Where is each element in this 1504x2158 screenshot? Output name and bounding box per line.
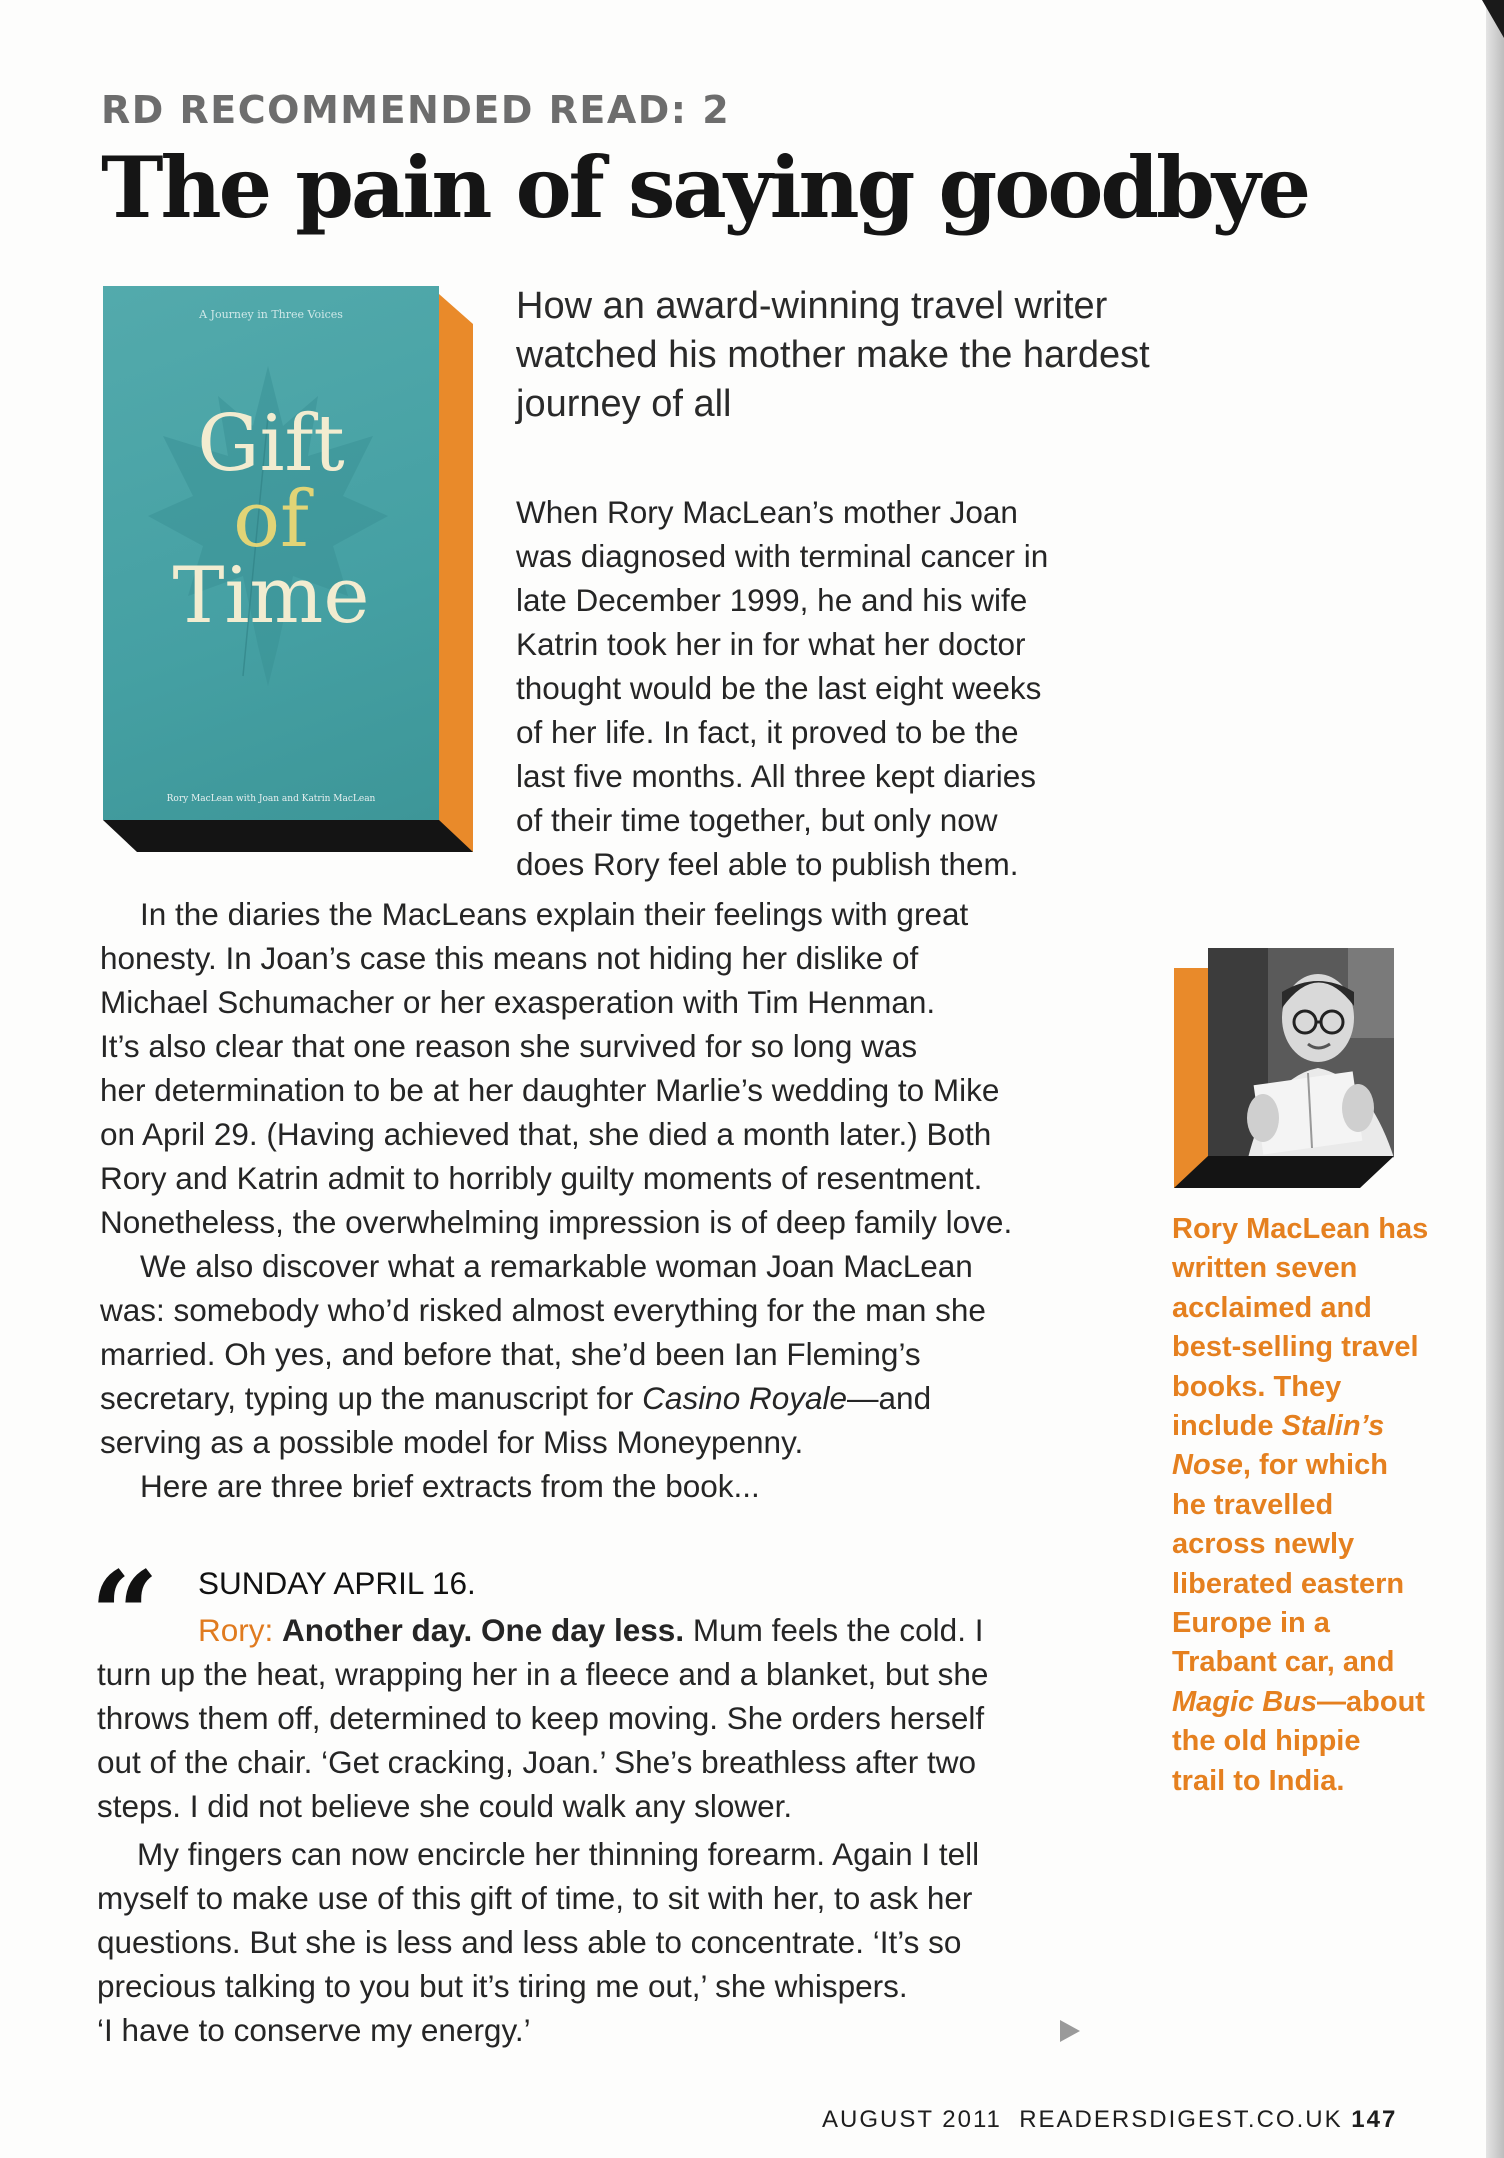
section-kicker: RD RECOMMENDED READ: 2 — [101, 88, 731, 132]
text-line: of their time together, but only now — [516, 802, 998, 838]
article-headline: The pain of saying goodbye — [101, 138, 1309, 237]
text-line: myself to make use of this gift of time, to sit with her, to ask her — [97, 1880, 973, 1916]
text-line: We also discover what a remarkable woman Joan MacLean — [140, 1248, 973, 1284]
text-line: In the diaries the MacLeans explain their feelings with great — [140, 896, 969, 932]
text-line: late December 1999, he and his wife — [516, 582, 1028, 618]
text-line: was: somebody who’d risked almost everything for the man she — [100, 1292, 986, 1328]
text-line: turn up the heat, wrapping her in a fleece and a blanket, but she — [97, 1656, 989, 1692]
book-reference: Nose — [1172, 1449, 1243, 1482]
book-title-line: Gift — [197, 399, 345, 489]
text-line: precious talking to you but it’s tiring me out,’ she whispers. — [97, 1968, 908, 2004]
text-line: steps. I did not believe she could walk any slower. — [97, 1788, 793, 1824]
text-line: ‘I have to conserve my energy.’ — [97, 2012, 531, 2048]
page-footer — [822, 2106, 1397, 2134]
extract-paragraph-1 — [97, 1608, 988, 1828]
author-photo — [1174, 948, 1394, 1188]
caption-line — [1172, 1683, 1432, 1722]
text-run: , for which — [1242, 1449, 1388, 1482]
caption-line: acclaimed and — [1172, 1291, 1372, 1324]
caption-line: Europe in a — [1172, 1607, 1330, 1640]
text-line: on April 29. (Having achieved that, she died a month later.) Both — [100, 1116, 992, 1152]
text-line: of her life. In fact, it proved to be the — [516, 714, 1019, 750]
text-line: Rory and Katrin admit to horribly guilty moments of resentment. — [100, 1160, 983, 1196]
caption-line: best-selling travel — [1172, 1331, 1419, 1364]
caption-line: books. They — [1172, 1370, 1342, 1403]
photo-frame-side — [1174, 968, 1208, 1188]
caption-line: Trabant car, and — [1172, 1646, 1395, 1679]
text-line: questions. But she is less and less able to concentrate. ‘It’s so — [97, 1924, 962, 1960]
book-series-text: A Journey in Three Voices — [199, 308, 343, 321]
body-paragraph-2 — [100, 1244, 986, 1508]
author-portrait — [1208, 948, 1394, 1158]
standfirst: How an award-winning travel writer watched his mother make the hardest journey of all — [516, 285, 1150, 425]
extract-paragraph-2 — [97, 1832, 979, 2052]
caption-line: liberated eastern — [1172, 1567, 1405, 1600]
text-line: married. Oh yes, and before that, she’d been Ian Fleming’s — [100, 1336, 921, 1372]
text-line: Katrin took her in for what her doctor — [516, 626, 1026, 662]
text-run: secretary, typing up the manuscript for — [100, 1380, 643, 1416]
book-reference: Magic Bus — [1172, 1685, 1318, 1718]
book-title-line: of — [233, 475, 309, 565]
book-spine — [439, 294, 473, 852]
text-line: When Rory MacLean’s mother Joan — [516, 494, 1018, 530]
book-reference: Stalin’s — [1281, 1410, 1385, 1443]
intro-paragraph — [516, 490, 1048, 886]
text-line: her determination to be at her daughter Marlie’s wedding to Mike — [100, 1072, 1000, 1108]
continue-arrow-icon — [1060, 2020, 1080, 2042]
text-line: thought would be the last eight weeks — [516, 670, 1042, 706]
text-line — [100, 1376, 986, 1420]
text-line: Here are three brief extracts from the book... — [140, 1468, 760, 1504]
caption-line: across newly — [1172, 1528, 1355, 1561]
speaker-label: Rory: — [198, 1612, 274, 1648]
website-link: READERSDIGEST.CO.UK — [1019, 2106, 1343, 2133]
text-line: last five months. All three kept diaries — [516, 758, 1036, 794]
book-authors: Rory MacLean with Joan and Katrin MacLean — [166, 794, 376, 804]
open-quote-icon: “ — [90, 1545, 160, 1686]
text-line: My fingers can now encircle her thinning forearm. Again I tell — [137, 1836, 980, 1872]
body-paragraph-1 — [100, 892, 1012, 1244]
text-run: —and — [847, 1380, 932, 1416]
diary-date: SUNDAY APRIL 16. — [198, 1565, 476, 1601]
photo-frame-shadow — [1174, 1156, 1394, 1188]
book-front — [103, 286, 439, 820]
text-line: honesty. In Joan’s case this means not hiding her dislike of — [100, 940, 919, 976]
book-title — [103, 399, 439, 641]
text-line: Michael Schumacher or her exasperation with Tim Henman. — [100, 984, 936, 1020]
text-line: Nonetheless, the overwhelming impression is of deep family love. — [100, 1204, 1013, 1240]
text-run: include — [1172, 1410, 1282, 1443]
text-run: Mum feels the cold. I — [684, 1612, 984, 1648]
page-corner — [1482, 0, 1504, 38]
text-line: was diagnosed with terminal cancer in — [516, 538, 1049, 574]
issue-date: AUGUST 2011 — [822, 2106, 1002, 2133]
book-reference: Casino Royale — [642, 1380, 848, 1416]
caption-line: he travelled — [1172, 1488, 1334, 1521]
caption-line — [1172, 1446, 1432, 1485]
text-line: out of the chair. ‘Get cracking, Joan.’ She’s breathless after two — [97, 1744, 976, 1780]
caption-line — [1172, 1407, 1432, 1446]
text-line: serving as a possible model for Miss Moneypenny. — [100, 1424, 804, 1460]
caption-line: Rory MacLean has — [1172, 1213, 1429, 1245]
page-edge — [1486, 0, 1504, 2158]
extract-lead: Another day. One day less. — [282, 1612, 685, 1648]
page-number: 147 — [1351, 2106, 1398, 2133]
caption-line: written seven — [1172, 1252, 1358, 1285]
text-line: It’s also clear that one reason she survived for so long was — [100, 1028, 918, 1064]
text-line: throws them off, determined to keep moving. She orders herself — [97, 1700, 985, 1736]
text-line — [97, 1608, 988, 1652]
author-caption — [1172, 1210, 1432, 1801]
text-run: —about — [1317, 1685, 1425, 1718]
book-cover — [103, 286, 473, 852]
book-title-line: Time — [172, 551, 370, 641]
caption-line: the old hippie — [1172, 1725, 1361, 1758]
book-shadow — [103, 820, 473, 852]
caption-line: trail to India. — [1172, 1764, 1345, 1797]
text-line: does Rory feel able to publish them. — [516, 846, 1019, 882]
portrait-illustration — [1208, 948, 1394, 1158]
